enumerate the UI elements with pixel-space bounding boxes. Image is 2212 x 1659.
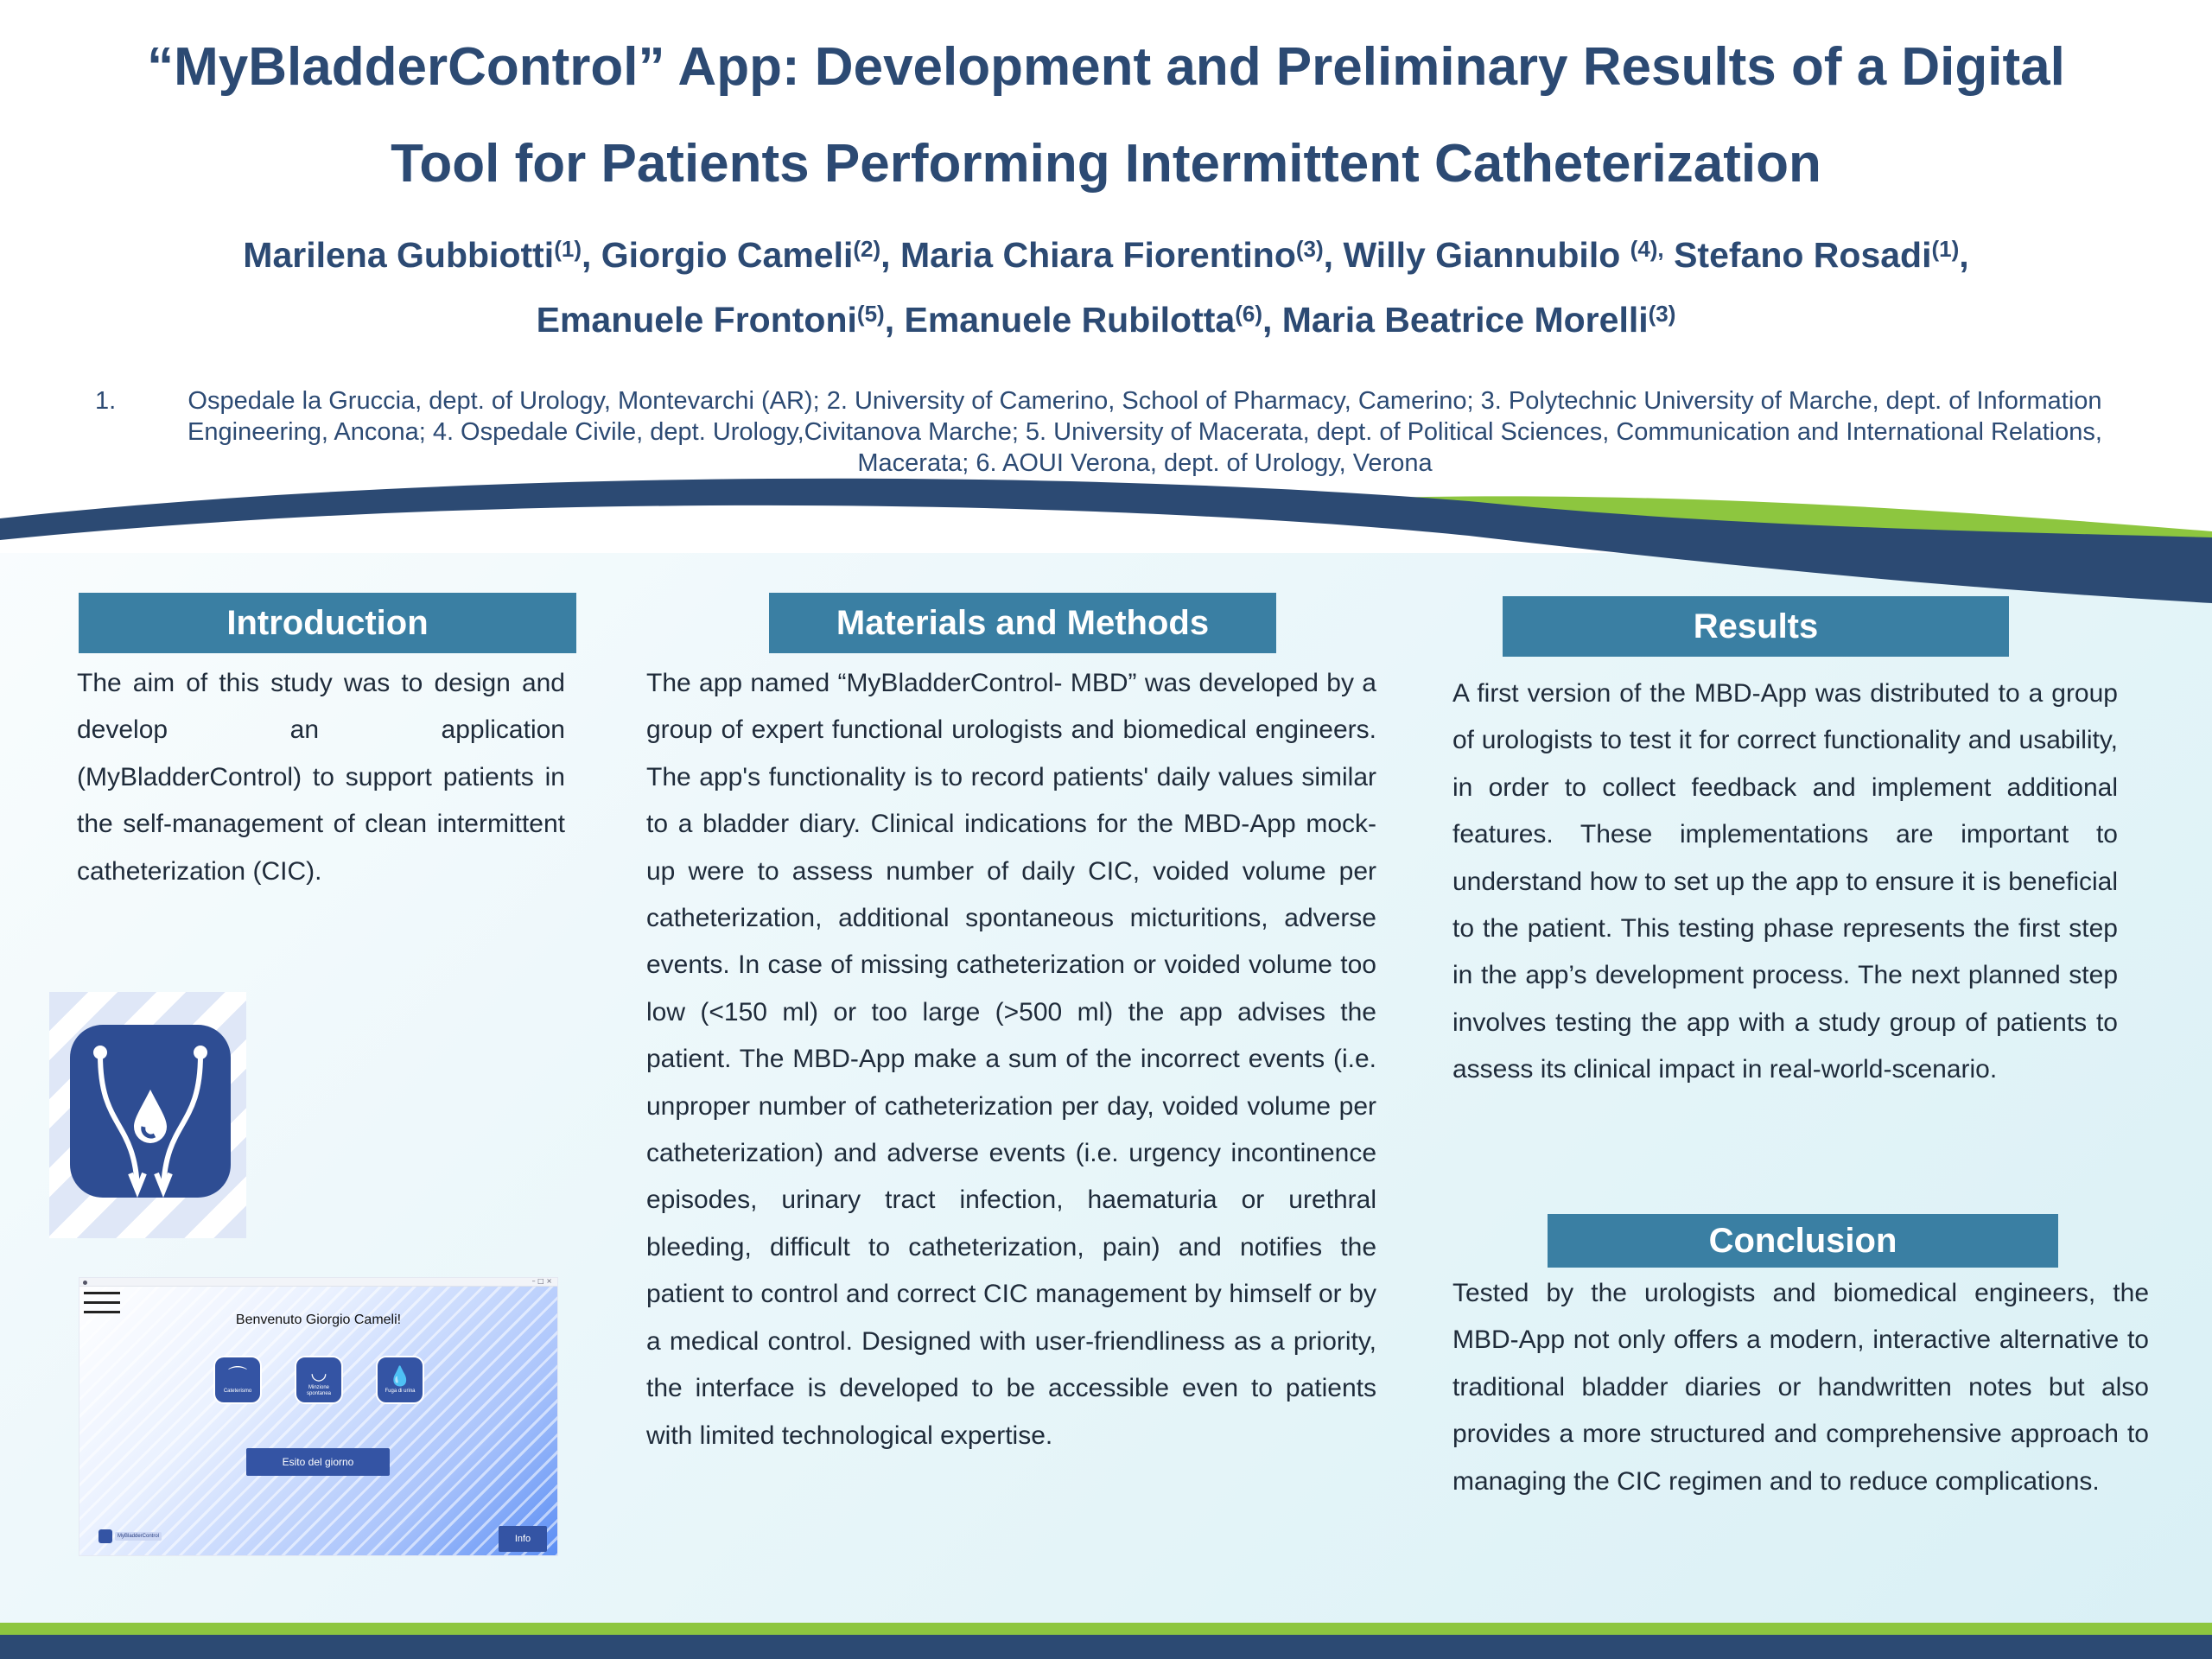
conclusion-heading: Conclusion [1548,1214,2058,1268]
daily-outcome-button[interactable]: Esito del giorno [246,1448,390,1476]
bladder-icon: ◡ [310,1363,327,1384]
poster-title: “MyBladderControl” App: Development and Preliminary Results of a Digital Tool for Patients Performing Intermittent Catheterization [147,37,2065,194]
app-screenshot [79,1277,558,1556]
catheter-button[interactable]: ⌒ Cateterismo [213,1356,262,1404]
urine-leak-button[interactable]: 💧 Fuga di urina [376,1356,424,1404]
wave-dark-blue [0,479,2212,603]
affiliations [86,385,2160,479]
affiliation-text: Ospedale la Gruccia, dept. of Urology, Montevarchi (AR); 2. University of Camerino, School of Pharmacy, Camerino; 3. Polytechnic University of Marche, dept. of Information Engineering, Ancona; 4. Ospedale Civile, dept. Urology,Civitanova Marche; 5. University of Macerata, dept. of Political Sciences, Communication and International Relations, Macerata; 6. AOUI Verona, dept. of Urology, Verona [188,387,2102,477]
author: Maria Chiara Fiorentino$^{(3)}$, [899,235,1344,275]
window-controls[interactable]: – □ × [531,1277,552,1285]
author: Emanuele Frontoni$^{(5)}$, [536,300,905,340]
methods-text: The app named “MyBladderControl- MBD” was developed by a group of expert functional urologists and biomedical engineers. The app's functionality is to record patients' daily values similar to a bladder diary. Clinical indications for the MBD-App mock-up were to assess number of daily CIC, voided volume per catheterization, additional spontaneous micturitions, adverse events. In case of missing catheterization or voided volume too low (<150 ml) or too large (>500 ml) the app advises the patient. The MBD-App make a sum of the incorrect events (i.e. unproper number of catheterization per day, voided volume per catheterization) and adverse events (i.e. urgency incontinence episodes, urinary tract infection, haematuria or urethral bleeding, difficult to catheterization, pain) and notifies the patient to control and correct CIC management by himself or by a medical control. Designed with user-friendliness as a priority, the interface is developed to be accessible even to patients with limited technological expertise. [646,669,1376,1450]
introduction-heading: Introduction [79,593,576,653]
footer-blue-stripe [0,1635,2212,1659]
author-list [121,223,2091,353]
author: Willy Giannubilo $^{(4),}$ [1343,235,1664,275]
app-logo [49,992,246,1238]
affiliation-number: 1. [95,387,117,415]
footer-green-stripe [0,1623,2212,1635]
conclusion-text: Tested by the urologists and biomedical engineers, the MBD-App not only offers a modern, interactive alternative to traditional bladder diaries or handwritten notes but also provides a more structured and comprehensive approach to managing the CIC regimen and to reduce complications. [1452,1279,2149,1496]
bladder-drop-icon [70,1025,231,1198]
drop-icon: 💧 [388,1365,412,1388]
app-dot-icon [83,1281,87,1285]
results-text: A first version of the MBD-App was distributed to a group of urologists to test it for correct functionality and usability, in order to collect feedback and implement additional features. These implementations are important to understand how to set up the app to ensure it is beneficial to the patient. This testing phase represents the first step in the app’s development process. The next planned step involves testing the app with a study group of patients to assess its clinical impact in real-world-scenario. [1452,679,2118,1084]
introduction-text: The aim of this study was to design and develop an application (MyBladderControl) to support patients in the self-management of clean intermittent catheterization (CIC). [77,669,565,886]
header-wave [0,467,2212,613]
catheter-icon: ⌒ [227,1365,247,1388]
author: Emanuele Rubilotta$^{(6)}$, [904,300,1282,340]
brand-chip: MyBladderControl [99,1529,173,1543]
author: Maria Beatrice Morelli$^{(3)}$ [1281,300,1676,340]
window-titlebar [79,1278,557,1287]
methods-heading: Materials and Methods [769,593,1276,653]
brand-logo-icon [99,1529,112,1543]
spontaneous-micturition-button[interactable]: ◡ Minzione spontanea [295,1356,343,1404]
welcome-text: Benvenuto Giorgio Cameli! [235,1313,402,1327]
author: Stefano Rosadi$^{(1)}$, [1674,235,1969,275]
author: Giorgio Cameli$^{(2)}$, [601,235,900,275]
info-button[interactable]: Info [499,1526,547,1552]
results-heading: Results [1503,596,2009,657]
author: Marilena Gubbiotti$^{(1)}$, [243,235,601,275]
